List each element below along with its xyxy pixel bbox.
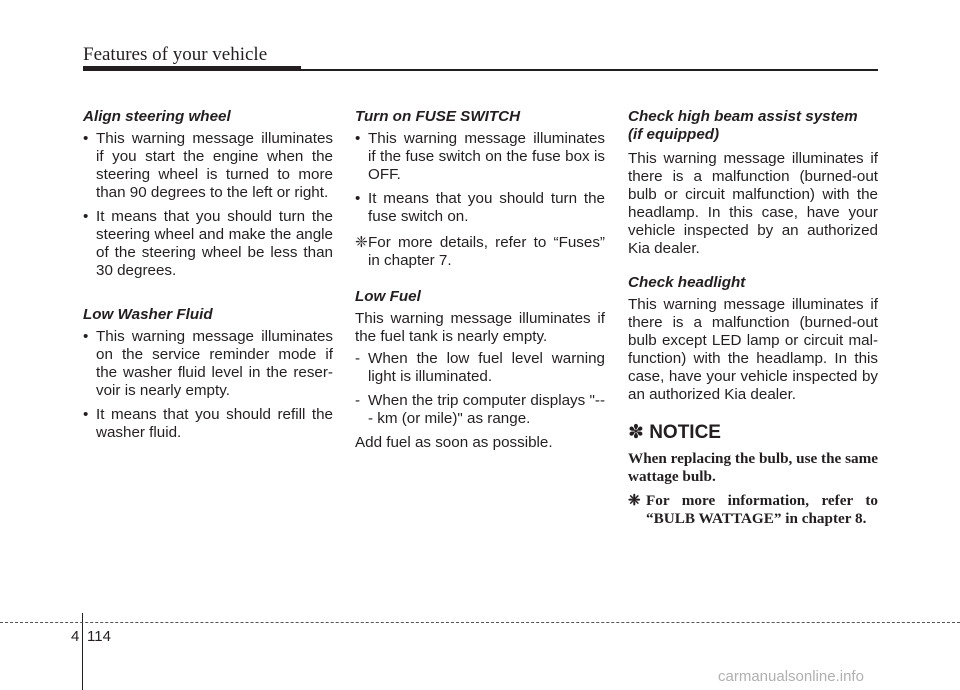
- section-heading: Turn on FUSE SWITCH: [355, 108, 521, 125]
- bullet-icon: •: [355, 190, 361, 207]
- section-heading: [628, 108, 878, 144]
- notice-title: [628, 422, 878, 444]
- note-mark-icon: ❈: [628, 492, 641, 509]
- header-rule-thin: [301, 69, 878, 71]
- bullet-item: [83, 208, 333, 280]
- dash-item: [355, 350, 605, 386]
- bullet-text: It means that you should turn the steering wheel and make the angle of the steering wheel be less than 30 degrees.: [96, 208, 333, 279]
- section-heading-line1: Check high beam assist system: [628, 108, 858, 125]
- notice-reference: [628, 492, 878, 528]
- section-heading: Align steering wheel: [83, 108, 231, 125]
- bullet-icon: •: [83, 130, 89, 147]
- footer-vertical-rule: [82, 613, 83, 690]
- body-paragraph: This warning message illuminates if there is a malfunction (burned-out bulb except LED lamp or circuit mal-function) with the headlamp. In this case, have your vehicle inspected by an authorized Kia dealer.: [628, 296, 878, 403]
- page-number: 114: [87, 628, 111, 645]
- column-1: [83, 108, 333, 448]
- dash-text: When the low fuel level warning light is illuminated.: [368, 350, 605, 385]
- bullet-icon: •: [355, 130, 361, 147]
- body-paragraph: Add fuel as soon as possible.: [355, 434, 553, 451]
- section-heading: Low Fuel: [355, 288, 421, 305]
- body-paragraph: This warning message illuminates if there is a malfunction (burned-out bulb or circuit malfunction) with the headlamp. In this case, have your vehicle inspected by an authorized Kia dealer.: [628, 150, 878, 257]
- header-rule-thick: [83, 66, 301, 71]
- notice-text: When replacing the bulb, use the same wattage bulb.: [628, 450, 878, 485]
- bullet-item: [83, 406, 333, 442]
- reference-note-text: For more details, refer to “Fuses” in chapter 7.: [368, 234, 605, 269]
- bullet-text: It means that you should refill the washer fluid.: [96, 406, 333, 441]
- watermark: carmanualsonline.info: [718, 668, 864, 685]
- dash-item: [355, 392, 605, 428]
- note-mark-icon: ❈: [355, 234, 368, 251]
- bullet-icon: •: [83, 208, 89, 225]
- bullet-icon: •: [83, 406, 89, 423]
- bullet-text: This warning message illuminates if you start the engine when the steering wheel is turned to more than 90 degrees to the left or right.: [96, 130, 333, 201]
- dash-text: When the trip computer displays "--- km (or mile)" as range.: [368, 392, 605, 427]
- section-heading: Low Washer Fluid: [83, 306, 213, 323]
- bullet-item: [355, 190, 605, 226]
- bullet-icon: •: [83, 328, 89, 345]
- chapter-number: 4: [71, 628, 80, 645]
- bullet-text: It means that you should turn the fuse switch on.: [368, 190, 605, 225]
- dash-icon: -: [355, 392, 361, 409]
- reference-note: [355, 234, 605, 270]
- bullet-text: This warning message illuminates on the service reminder mode if the washer fluid level in the reser-voir is nearly empty.: [96, 328, 333, 399]
- column-2: [355, 108, 605, 456]
- column-3: [628, 108, 878, 534]
- notice-reference-text: For more information, refer to “BULB WATTAGE” in chapter 8.: [646, 492, 878, 527]
- bullet-item: [355, 130, 605, 184]
- section-heading-line2: (if equipped): [628, 126, 720, 143]
- body-paragraph: This warning message illuminates if the fuel tank is nearly empty.: [355, 310, 605, 345]
- bullet-item: [83, 130, 333, 202]
- bullet-text: This warning message illuminates if the fuse switch on the fuse box is OFF.: [368, 130, 605, 183]
- dash-icon: -: [355, 350, 361, 367]
- notice-mark-icon: ✽: [628, 422, 644, 443]
- page-header-title: Features of your vehicle: [83, 44, 268, 65]
- footer-rule: [0, 622, 960, 624]
- notice-title-text: NOTICE: [649, 422, 721, 443]
- section-heading: Check headlight: [628, 274, 746, 291]
- bullet-item: [83, 328, 333, 400]
